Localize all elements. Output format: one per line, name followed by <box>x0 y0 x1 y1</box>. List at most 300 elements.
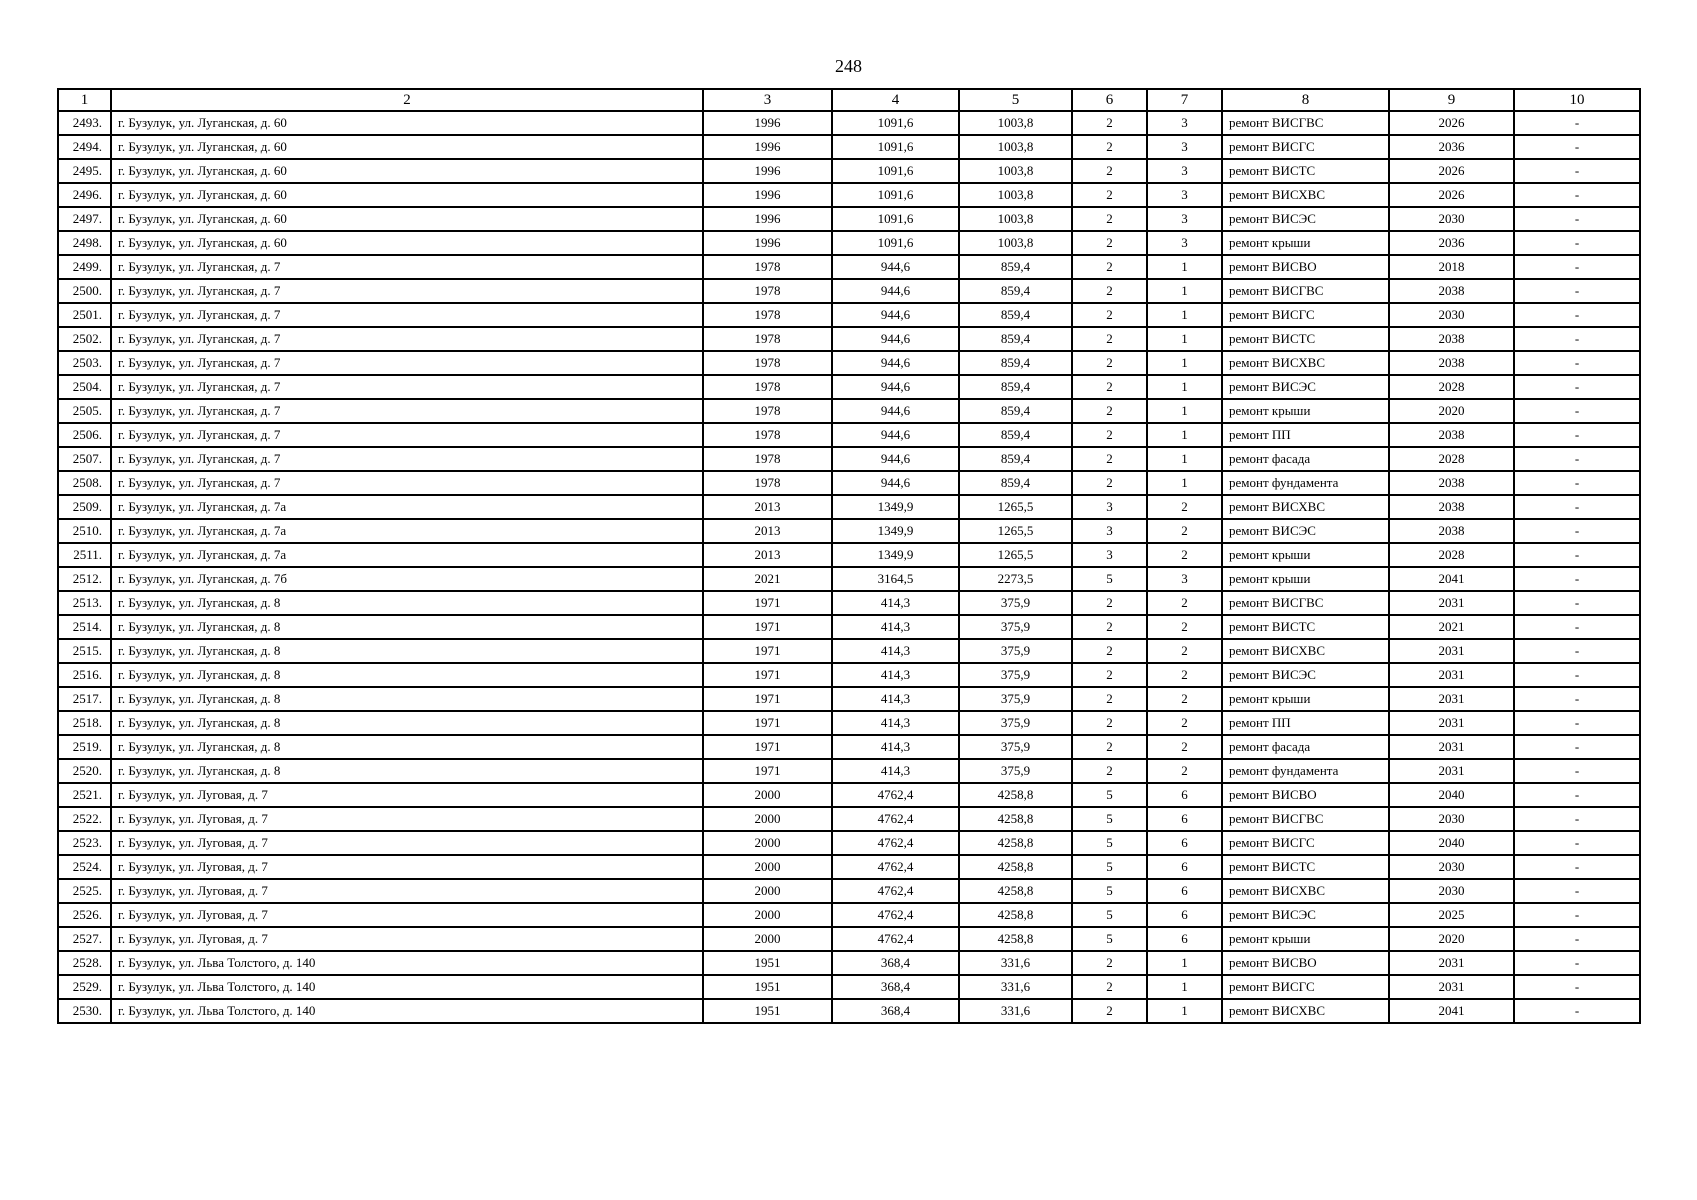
table-row <box>58 855 1640 879</box>
cell-living-area: 331,6 <box>959 975 1072 999</box>
cell-year-built: 2000 <box>703 879 832 903</box>
cell-total-area: 944,6 <box>832 279 959 303</box>
cell-living-area: 859,4 <box>959 375 1072 399</box>
cell-note: - <box>1514 519 1640 543</box>
cell-note: - <box>1514 927 1640 951</box>
cell-living-area: 859,4 <box>959 471 1072 495</box>
cell-living-area: 1003,8 <box>959 159 1072 183</box>
cell-total-area: 4762,4 <box>832 903 959 927</box>
cell-planned-year: 2038 <box>1389 351 1514 375</box>
cell-floors: 2 <box>1072 711 1147 735</box>
table-row <box>58 783 1640 807</box>
cell-living-area: 375,9 <box>959 615 1072 639</box>
cell-living-area: 859,4 <box>959 255 1072 279</box>
cell-floors: 2 <box>1072 111 1147 135</box>
table-row <box>58 279 1640 303</box>
cell-living-area: 4258,8 <box>959 807 1072 831</box>
cell-year-built: 1978 <box>703 423 832 447</box>
cell-floors: 2 <box>1072 951 1147 975</box>
cell-floors: 2 <box>1072 375 1147 399</box>
cell-address: г. Бузулук, ул. Луганская, д. 8 <box>111 591 703 615</box>
cell-address: г. Бузулук, ул. Луганская, д. 7 <box>111 423 703 447</box>
cell-row-number: 2523. <box>58 831 111 855</box>
cell-living-area: 375,9 <box>959 711 1072 735</box>
cell-total-area: 1091,6 <box>832 231 959 255</box>
cell-planned-year: 2018 <box>1389 255 1514 279</box>
cell-floors: 2 <box>1072 759 1147 783</box>
cell-note: - <box>1514 711 1640 735</box>
cell-row-number: 2530. <box>58 999 111 1023</box>
cell-year-built: 1971 <box>703 735 832 759</box>
cell-row-number: 2511. <box>58 543 111 567</box>
cell-note: - <box>1514 591 1640 615</box>
cell-work-type: ремонт ВИСХВС <box>1222 639 1389 663</box>
cell-note: - <box>1514 279 1640 303</box>
cell-year-built: 2013 <box>703 519 832 543</box>
cell-entrances: 6 <box>1147 927 1222 951</box>
cell-floors: 2 <box>1072 255 1147 279</box>
cell-planned-year: 2031 <box>1389 711 1514 735</box>
table-row <box>58 711 1640 735</box>
table-row <box>58 111 1640 135</box>
cell-entrances: 1 <box>1147 303 1222 327</box>
cell-row-number: 2506. <box>58 423 111 447</box>
cell-work-type: ремонт ВИСГС <box>1222 975 1389 999</box>
cell-living-area: 859,4 <box>959 447 1072 471</box>
cell-note: - <box>1514 975 1640 999</box>
cell-entrances: 1 <box>1147 351 1222 375</box>
table-row <box>58 423 1640 447</box>
cell-address: г. Бузулук, ул. Луганская, д. 7 <box>111 303 703 327</box>
cell-address: г. Бузулук, ул. Луганская, д. 8 <box>111 663 703 687</box>
cell-year-built: 1971 <box>703 591 832 615</box>
cell-planned-year: 2028 <box>1389 375 1514 399</box>
cell-work-type: ремонт фундамента <box>1222 471 1389 495</box>
table-row <box>58 519 1640 543</box>
cell-row-number: 2516. <box>58 663 111 687</box>
cell-work-type: ремонт ПП <box>1222 711 1389 735</box>
cell-note: - <box>1514 567 1640 591</box>
cell-entrances: 2 <box>1147 663 1222 687</box>
cell-floors: 2 <box>1072 999 1147 1023</box>
cell-note: - <box>1514 951 1640 975</box>
cell-work-type: ремонт ВИСХВС <box>1222 351 1389 375</box>
cell-work-type: ремонт ВИСТС <box>1222 615 1389 639</box>
cell-address: г. Бузулук, ул. Луганская, д. 8 <box>111 639 703 663</box>
cell-year-built: 1951 <box>703 999 832 1023</box>
table-row <box>58 903 1640 927</box>
cell-entrances: 6 <box>1147 783 1222 807</box>
cell-planned-year: 2031 <box>1389 591 1514 615</box>
cell-work-type: ремонт ВИСЭС <box>1222 903 1389 927</box>
cell-note: - <box>1514 759 1640 783</box>
cell-row-number: 2520. <box>58 759 111 783</box>
cell-note: - <box>1514 687 1640 711</box>
cell-year-built: 1971 <box>703 639 832 663</box>
cell-total-area: 1091,6 <box>832 159 959 183</box>
cell-living-area: 859,4 <box>959 303 1072 327</box>
cell-total-area: 1091,6 <box>832 207 959 231</box>
cell-row-number: 2528. <box>58 951 111 975</box>
cell-planned-year: 2030 <box>1389 207 1514 231</box>
cell-planned-year: 2031 <box>1389 663 1514 687</box>
cell-note: - <box>1514 351 1640 375</box>
cell-address: г. Бузулук, ул. Луганская, д. 60 <box>111 111 703 135</box>
page-number: 248 <box>835 56 862 76</box>
cell-entrances: 2 <box>1147 735 1222 759</box>
cell-planned-year: 2020 <box>1389 399 1514 423</box>
cell-note: - <box>1514 807 1640 831</box>
cell-year-built: 1971 <box>703 711 832 735</box>
cell-living-area: 1003,8 <box>959 183 1072 207</box>
cell-living-area: 331,6 <box>959 999 1072 1023</box>
cell-total-area: 4762,4 <box>832 807 959 831</box>
cell-work-type: ремонт ВИСВО <box>1222 951 1389 975</box>
cell-year-built: 1978 <box>703 471 832 495</box>
cell-work-type: ремонт фасада <box>1222 447 1389 471</box>
cell-planned-year: 2031 <box>1389 639 1514 663</box>
cell-row-number: 2493. <box>58 111 111 135</box>
cell-note: - <box>1514 639 1640 663</box>
cell-address: г. Бузулук, ул. Луганская, д. 8 <box>111 615 703 639</box>
cell-note: - <box>1514 423 1640 447</box>
cell-entrances: 1 <box>1147 999 1222 1023</box>
cell-note: - <box>1514 999 1640 1023</box>
table-row <box>58 255 1640 279</box>
cell-row-number: 2514. <box>58 615 111 639</box>
cell-floors: 2 <box>1072 183 1147 207</box>
cell-total-area: 414,3 <box>832 591 959 615</box>
cell-planned-year: 2026 <box>1389 111 1514 135</box>
cell-floors: 5 <box>1072 567 1147 591</box>
cell-floors: 2 <box>1072 735 1147 759</box>
cell-work-type: ремонт ВИСГВС <box>1222 591 1389 615</box>
cell-work-type: ремонт ВИСЭС <box>1222 375 1389 399</box>
cell-entrances: 2 <box>1147 711 1222 735</box>
cell-entrances: 3 <box>1147 135 1222 159</box>
cell-total-area: 944,6 <box>832 255 959 279</box>
cell-work-type: ремонт ВИСЭС <box>1222 207 1389 231</box>
cell-address: г. Бузулук, ул. Луганская, д. 7а <box>111 495 703 519</box>
cell-total-area: 414,3 <box>832 735 959 759</box>
table-row <box>58 999 1640 1023</box>
cell-entrances: 6 <box>1147 831 1222 855</box>
cell-note: - <box>1514 663 1640 687</box>
cell-row-number: 2500. <box>58 279 111 303</box>
cell-total-area: 4762,4 <box>832 783 959 807</box>
cell-work-type: ремонт ВИСТС <box>1222 327 1389 351</box>
repair-schedule-table <box>57 88 1641 1024</box>
cell-note: - <box>1514 855 1640 879</box>
cell-floors: 5 <box>1072 903 1147 927</box>
cell-work-type: ремонт ВИСВО <box>1222 255 1389 279</box>
cell-work-type: ремонт ВИСГС <box>1222 831 1389 855</box>
cell-row-number: 2527. <box>58 927 111 951</box>
cell-address: г. Бузулук, ул. Луговая, д. 7 <box>111 903 703 927</box>
table-row <box>58 207 1640 231</box>
cell-floors: 5 <box>1072 807 1147 831</box>
cell-total-area: 944,6 <box>832 423 959 447</box>
cell-total-area: 414,3 <box>832 687 959 711</box>
cell-floors: 2 <box>1072 639 1147 663</box>
cell-planned-year: 2038 <box>1389 519 1514 543</box>
cell-living-area: 4258,8 <box>959 927 1072 951</box>
cell-work-type: ремонт ВИСГВС <box>1222 807 1389 831</box>
cell-planned-year: 2026 <box>1389 159 1514 183</box>
cell-living-area: 859,4 <box>959 423 1072 447</box>
cell-floors: 3 <box>1072 543 1147 567</box>
cell-total-area: 1091,6 <box>832 111 959 135</box>
cell-row-number: 2522. <box>58 807 111 831</box>
cell-work-type: ремонт ВИСХВС <box>1222 879 1389 903</box>
cell-row-number: 2521. <box>58 783 111 807</box>
table-row <box>58 639 1640 663</box>
table-row <box>58 663 1640 687</box>
cell-note: - <box>1514 543 1640 567</box>
cell-entrances: 6 <box>1147 903 1222 927</box>
cell-row-number: 2508. <box>58 471 111 495</box>
cell-floors: 2 <box>1072 615 1147 639</box>
cell-note: - <box>1514 399 1640 423</box>
cell-address: г. Бузулук, ул. Луганская, д. 7 <box>111 399 703 423</box>
cell-note: - <box>1514 111 1640 135</box>
cell-living-area: 2273,5 <box>959 567 1072 591</box>
cell-row-number: 2501. <box>58 303 111 327</box>
cell-row-number: 2507. <box>58 447 111 471</box>
cell-floors: 2 <box>1072 207 1147 231</box>
cell-year-built: 2000 <box>703 903 832 927</box>
cell-entrances: 1 <box>1147 951 1222 975</box>
cell-entrances: 1 <box>1147 279 1222 303</box>
cell-entrances: 1 <box>1147 975 1222 999</box>
cell-living-area: 375,9 <box>959 687 1072 711</box>
cell-floors: 2 <box>1072 351 1147 375</box>
column-header-9: 9 <box>1389 89 1514 111</box>
cell-living-area: 375,9 <box>959 639 1072 663</box>
cell-floors: 2 <box>1072 327 1147 351</box>
cell-address: г. Бузулук, ул. Луганская, д. 8 <box>111 759 703 783</box>
cell-address: г. Бузулук, ул. Луговая, д. 7 <box>111 831 703 855</box>
cell-year-built: 1996 <box>703 111 832 135</box>
cell-planned-year: 2040 <box>1389 783 1514 807</box>
cell-work-type: ремонт крыши <box>1222 399 1389 423</box>
column-header-3: 3 <box>703 89 832 111</box>
cell-address: г. Бузулук, ул. Луговая, д. 7 <box>111 927 703 951</box>
cell-work-type: ремонт ПП <box>1222 423 1389 447</box>
cell-address: г. Бузулук, ул. Луганская, д. 7 <box>111 255 703 279</box>
cell-address: г. Бузулук, ул. Луговая, д. 7 <box>111 855 703 879</box>
cell-entrances: 3 <box>1147 159 1222 183</box>
cell-address: г. Бузулук, ул. Луганская, д. 7 <box>111 447 703 471</box>
cell-floors: 2 <box>1072 663 1147 687</box>
cell-total-area: 368,4 <box>832 999 959 1023</box>
cell-work-type: ремонт крыши <box>1222 231 1389 255</box>
column-header-6: 6 <box>1072 89 1147 111</box>
cell-living-area: 1003,8 <box>959 111 1072 135</box>
cell-row-number: 2518. <box>58 711 111 735</box>
cell-year-built: 1978 <box>703 327 832 351</box>
cell-total-area: 1091,6 <box>832 183 959 207</box>
cell-living-area: 1265,5 <box>959 543 1072 567</box>
cell-address: г. Бузулук, ул. Луганская, д. 60 <box>111 207 703 231</box>
table-row <box>58 135 1640 159</box>
table-row <box>58 495 1640 519</box>
cell-total-area: 944,6 <box>832 471 959 495</box>
cell-total-area: 414,3 <box>832 639 959 663</box>
table-row <box>58 327 1640 351</box>
table-row <box>58 471 1640 495</box>
cell-floors: 3 <box>1072 519 1147 543</box>
cell-work-type: ремонт ВИСХВС <box>1222 999 1389 1023</box>
cell-row-number: 2524. <box>58 855 111 879</box>
cell-row-number: 2497. <box>58 207 111 231</box>
cell-entrances: 2 <box>1147 759 1222 783</box>
cell-year-built: 2000 <box>703 807 832 831</box>
cell-note: - <box>1514 495 1640 519</box>
cell-entrances: 3 <box>1147 231 1222 255</box>
cell-living-area: 4258,8 <box>959 903 1072 927</box>
cell-work-type: ремонт ВИСВО <box>1222 783 1389 807</box>
table-row <box>58 351 1640 375</box>
cell-note: - <box>1514 447 1640 471</box>
cell-row-number: 2505. <box>58 399 111 423</box>
cell-note: - <box>1514 207 1640 231</box>
cell-address: г. Бузулук, ул. Луганская, д. 60 <box>111 183 703 207</box>
cell-work-type: ремонт крыши <box>1222 687 1389 711</box>
cell-year-built: 1971 <box>703 687 832 711</box>
cell-living-area: 331,6 <box>959 951 1072 975</box>
cell-row-number: 2517. <box>58 687 111 711</box>
table-row <box>58 927 1640 951</box>
cell-work-type: ремонт ВИСЭС <box>1222 663 1389 687</box>
cell-year-built: 1996 <box>703 183 832 207</box>
cell-year-built: 1978 <box>703 375 832 399</box>
cell-planned-year: 2030 <box>1389 303 1514 327</box>
table-row <box>58 375 1640 399</box>
cell-floors: 2 <box>1072 231 1147 255</box>
cell-work-type: ремонт крыши <box>1222 927 1389 951</box>
cell-work-type: ремонт ВИСТС <box>1222 855 1389 879</box>
cell-floors: 2 <box>1072 591 1147 615</box>
cell-note: - <box>1514 159 1640 183</box>
cell-work-type: ремонт фасада <box>1222 735 1389 759</box>
cell-floors: 2 <box>1072 447 1147 471</box>
cell-work-type: ремонт ВИСГВС <box>1222 279 1389 303</box>
cell-total-area: 944,6 <box>832 303 959 327</box>
cell-planned-year: 2036 <box>1389 135 1514 159</box>
cell-note: - <box>1514 471 1640 495</box>
table-row <box>58 591 1640 615</box>
cell-row-number: 2499. <box>58 255 111 279</box>
cell-year-built: 1971 <box>703 663 832 687</box>
cell-row-number: 2509. <box>58 495 111 519</box>
cell-planned-year: 2040 <box>1389 831 1514 855</box>
cell-note: - <box>1514 831 1640 855</box>
cell-floors: 2 <box>1072 135 1147 159</box>
cell-planned-year: 2036 <box>1389 231 1514 255</box>
cell-total-area: 1091,6 <box>832 135 959 159</box>
cell-living-area: 4258,8 <box>959 831 1072 855</box>
column-header-4: 4 <box>832 89 959 111</box>
cell-note: - <box>1514 303 1640 327</box>
table-row <box>58 543 1640 567</box>
cell-row-number: 2494. <box>58 135 111 159</box>
cell-living-area: 4258,8 <box>959 879 1072 903</box>
cell-entrances: 1 <box>1147 399 1222 423</box>
cell-year-built: 2021 <box>703 567 832 591</box>
cell-note: - <box>1514 327 1640 351</box>
cell-address: г. Бузулук, ул. Луганская, д. 7 <box>111 279 703 303</box>
cell-planned-year: 2030 <box>1389 855 1514 879</box>
cell-row-number: 2498. <box>58 231 111 255</box>
cell-planned-year: 2021 <box>1389 615 1514 639</box>
cell-row-number: 2526. <box>58 903 111 927</box>
cell-year-built: 1978 <box>703 279 832 303</box>
cell-year-built: 1996 <box>703 135 832 159</box>
cell-planned-year: 2041 <box>1389 999 1514 1023</box>
cell-planned-year: 2020 <box>1389 927 1514 951</box>
cell-entrances: 2 <box>1147 519 1222 543</box>
cell-note: - <box>1514 135 1640 159</box>
cell-year-built: 2000 <box>703 831 832 855</box>
cell-note: - <box>1514 879 1640 903</box>
cell-work-type: ремонт ВИСГС <box>1222 303 1389 327</box>
cell-floors: 2 <box>1072 303 1147 327</box>
cell-living-area: 4258,8 <box>959 783 1072 807</box>
cell-total-area: 4762,4 <box>832 831 959 855</box>
cell-entrances: 1 <box>1147 375 1222 399</box>
table-row <box>58 399 1640 423</box>
cell-floors: 2 <box>1072 159 1147 183</box>
cell-entrances: 2 <box>1147 615 1222 639</box>
cell-row-number: 2512. <box>58 567 111 591</box>
table-row <box>58 567 1640 591</box>
cell-row-number: 2495. <box>58 159 111 183</box>
cell-living-area: 1003,8 <box>959 135 1072 159</box>
cell-total-area: 368,4 <box>832 975 959 999</box>
cell-address: г. Бузулук, ул. Луганская, д. 60 <box>111 159 703 183</box>
cell-address: г. Бузулук, ул. Луганская, д. 8 <box>111 687 703 711</box>
cell-year-built: 1996 <box>703 159 832 183</box>
cell-total-area: 414,3 <box>832 663 959 687</box>
cell-year-built: 2013 <box>703 495 832 519</box>
cell-year-built: 2013 <box>703 543 832 567</box>
cell-address: г. Бузулук, ул. Луганская, д. 60 <box>111 231 703 255</box>
cell-planned-year: 2028 <box>1389 447 1514 471</box>
cell-work-type: ремонт ВИСТС <box>1222 159 1389 183</box>
cell-planned-year: 2031 <box>1389 687 1514 711</box>
cell-living-area: 4258,8 <box>959 855 1072 879</box>
cell-work-type: ремонт ВИСХВС <box>1222 183 1389 207</box>
cell-living-area: 859,4 <box>959 399 1072 423</box>
cell-year-built: 1951 <box>703 951 832 975</box>
cell-entrances: 1 <box>1147 423 1222 447</box>
cell-work-type: ремонт фундамента <box>1222 759 1389 783</box>
cell-row-number: 2502. <box>58 327 111 351</box>
cell-total-area: 414,3 <box>832 615 959 639</box>
cell-work-type: ремонт ВИСГВС <box>1222 111 1389 135</box>
cell-row-number: 2515. <box>58 639 111 663</box>
cell-address: г. Бузулук, ул. Льва Толстого, д. 140 <box>111 999 703 1023</box>
cell-row-number: 2519. <box>58 735 111 759</box>
cell-entrances: 1 <box>1147 327 1222 351</box>
cell-entrances: 3 <box>1147 207 1222 231</box>
cell-year-built: 1971 <box>703 759 832 783</box>
cell-year-built: 1951 <box>703 975 832 999</box>
cell-note: - <box>1514 375 1640 399</box>
table-row <box>58 447 1640 471</box>
cell-planned-year: 2025 <box>1389 903 1514 927</box>
